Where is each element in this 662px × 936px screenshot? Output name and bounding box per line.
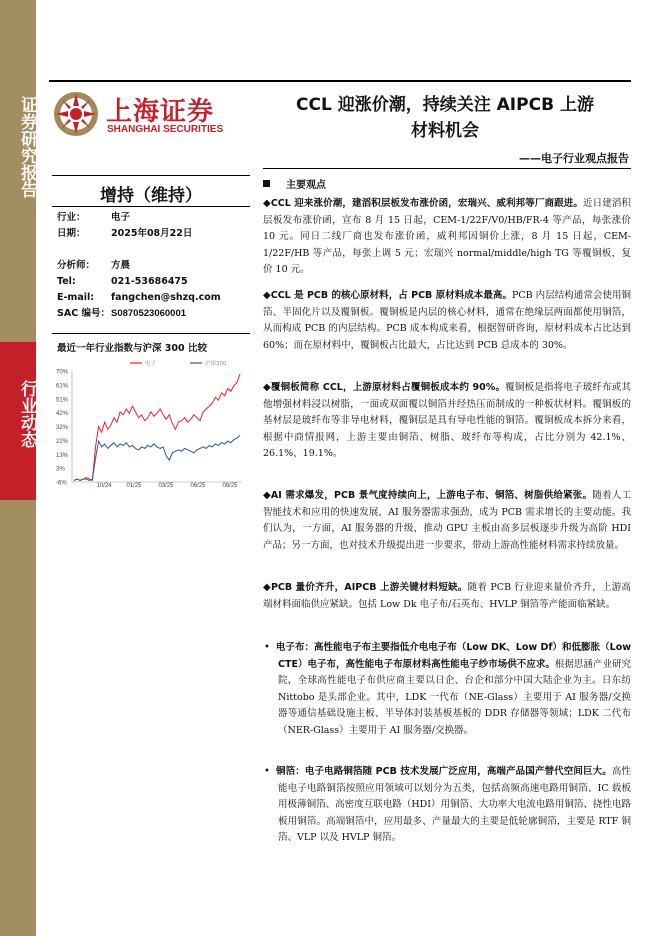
y-tick-label: 22% <box>56 438 69 445</box>
date-value: 2025年08月22日 <box>111 228 193 239</box>
bullet-1-body: 根据思涵产业研究院，全球高性能电子布供应商主要以日企、台企和部分中国大陆企业为主。日东纺 Nittobo 是头部企业。其中，LDK 一代布（NE-Glass）主要用于 AI 服务器/交换器等通信基础设施主板、半导体封装基板基板的 DDR 存储器等领域；LDK 二代布（NER-Glass）主要用于 AI 服务器/交换器。 <box>278 658 631 736</box>
point-5-heading: PCB 量价齐升，AIPCB 上游关键材料短缺。 <box>270 582 468 593</box>
legend-label: 电子 <box>145 361 157 367</box>
point-4-body: 随着人工智能技术和应用的快速发展，AI 服务器需求强劲，成为 PCB 需求增长的主要动能。我们认为，一方面，AI 服务器的升级，推动 GPU 主板由高多层板逐步升级为高阶 HDI 产品；另一方面，也对技术升级提出进一步要求，带动上游高性能材料需求持续放量。 <box>263 490 631 551</box>
date-row <box>57 227 192 241</box>
point-3-body: 覆铜板是指将电子玻纤布或其他增强材料浸以树脂，一面或双面覆以铜箔并经热压而制成的一种板状材料。覆铜板的基材层是玻纤布等非导电材料，覆铜层是具有导电性能的铜箔。覆铜板成本拆分来看，根据中商情报网，上游主要由铜箔、树脂、玻纤布等构成，占比分别为 42.1%、26.1%、19.1%。 <box>263 382 631 460</box>
rating-top-rule <box>52 175 250 176</box>
point-2-body: PCB 内层结构通常会使用铜箔、半固化片以及覆铜板。覆铜板是内层的核心材料，通常在绝缘层两面都使用铜箔，从而构成 PCB 的内层结构。PCB 成本构成来看，根据智研咨询，原材料成本占比达到 60%；而在原材料中，覆铜板占比最大，占比达到 PCB 总成本的 30%。 <box>263 290 631 351</box>
title-line-1: CCL 迎涨价潮，持续关注 AIPCB 上游 <box>296 95 594 115</box>
point-1 <box>263 196 631 279</box>
industry-label: 行业： <box>57 212 86 223</box>
diamond-bullet-icon: ◆ <box>263 290 271 301</box>
email-value[interactable]: fangchen@shzq.com <box>111 292 221 303</box>
diamond-bullet-icon: ◆ <box>263 490 271 501</box>
section-title-text: 主要观点 <box>286 180 326 191</box>
rating-bottom-rule <box>52 206 250 207</box>
title-rule <box>263 168 631 169</box>
y-tick-label: 51% <box>56 397 69 404</box>
industry-value: 电子 <box>111 212 131 223</box>
chart-top-rule <box>52 333 250 334</box>
point-4 <box>263 488 631 554</box>
point-3 <box>263 380 631 463</box>
y-tick-label: 61% <box>56 383 69 390</box>
report-type-label: 证券研究报告 <box>17 96 37 198</box>
y-tick-label: 32% <box>56 425 69 431</box>
sac-value: S0870523060001 <box>111 308 187 319</box>
series-line-沪深300 <box>74 435 240 480</box>
sac-label: SAC 编号： <box>57 308 110 319</box>
analyst-row <box>57 259 130 273</box>
point-4-heading: AI 需求爆发，PCB 景气度持续向上，上游电子布、铜箔、树脂供给紧张。 <box>270 490 593 501</box>
series-line-电子 <box>74 374 240 481</box>
company-logo <box>52 86 232 142</box>
x-tick-label: 10/24 <box>96 483 112 489</box>
dot-bullet-icon: • <box>264 766 270 777</box>
bullet-2 <box>252 764 631 847</box>
analyst-label: 分析师： <box>57 260 96 271</box>
bullet-2-heading: 铜箔：电子电路铜箔随 PCB 技术发展广泛应用，高端产品国产替代空间巨大。 <box>275 766 612 777</box>
x-tick-label: 08/25 <box>222 483 238 489</box>
bullet-1-heading: 电子布：高性能电子布主要指低介电电子布（Low DK、Low Df）和低膨胀（Low CTE）电子布，高性能电子布原材料高性能电子纱市场供不应求。 <box>275 642 631 670</box>
y-tick-label: 13% <box>56 452 69 459</box>
sac-row <box>57 307 186 321</box>
section-marker-icon <box>263 180 270 187</box>
chart-title: 最近一年行业指数与沪深 300 比较 <box>57 343 207 354</box>
email-label: E-mail: <box>57 292 95 303</box>
x-tick-label: 01/25 <box>126 483 142 489</box>
legend-label: 沪深300 <box>205 361 227 367</box>
report-subtitle: ——电子行业观点报告 <box>519 152 629 165</box>
point-1-body: 近日建滔积层板发布涨价函，宣布 8 月 15 日起，CEM-1/22F/V0/HB/FR-4 等产品，每张涨价 10 元。同日二线厂商也发布涨价函，威利邦因铜价上涨，8 月 15 日起，CEM-1/22F/HB 等产品，每张上调 5 元；宏瑞兴 normal/middle/high TG 等覆铜板，复价 10 元。 <box>263 198 631 276</box>
x-tick-label: 03/25 <box>158 483 174 489</box>
dot-bullet-icon: • <box>264 642 270 653</box>
point-5 <box>263 580 631 613</box>
y-tick-label: 70% <box>56 369 69 376</box>
top-rule <box>49 80 631 82</box>
y-tick-label: 3% <box>56 466 65 473</box>
email-row <box>57 291 221 305</box>
diamond-bullet-icon: ◆ <box>263 582 271 593</box>
industry-row <box>57 211 130 225</box>
rating: 增持（维持） <box>100 186 202 206</box>
point-5-body: 随着 PCB 行业迎来量价齐升，上游高端材料面临供应紧缺。包括 Low Dk 电子布/石英布、HVLP 铜箔等产能面临紧缺。 <box>263 582 631 610</box>
point-2-heading: CCL 是 PCB 的核心原材料，占 PCB 原材料成本最高。 <box>270 290 512 301</box>
category-label: 行业动态 <box>17 380 37 448</box>
x-tick-label: 06/25 <box>190 483 206 489</box>
y-tick-label: 42% <box>56 411 69 418</box>
logo-name-en: SHANGHAI SECURITIES <box>107 124 224 135</box>
tel-value: 021-53686475 <box>111 276 188 287</box>
point-1-heading: CCL 迎来涨价潮，建滔积层板发布涨价函，宏瑞兴、威利邦等厂商跟进。 <box>270 198 583 209</box>
point-3-heading: 覆铜板简称 CCL，上游原材料占覆铜板成本约 90%。 <box>270 382 506 393</box>
analyst-value: 方晨 <box>111 260 131 271</box>
report-title <box>260 92 630 144</box>
date-label: 日期： <box>57 228 86 239</box>
diamond-bullet-icon: ◆ <box>263 382 271 393</box>
bullet-2-body: 高性能电子电路铜箔按照应用领域可以划分为五类，包括高频高速电路用铜箔、IC 载板用极薄铜箔、高密度互联电路（HDI）用铜箔、大功率大电流电路用铜箔、挠性电路板用铜箔。高端铜箔中，应用最多、产量最大的主要是低轮廓铜箔，主要是 RTF 铜箔、VLP 以及 HVLP 铜箔。 <box>278 766 631 844</box>
bullet-1 <box>252 640 631 740</box>
logo-name-cn: 上海证券 <box>106 97 215 127</box>
section-title <box>263 176 326 191</box>
index-comparison-chart <box>52 357 248 489</box>
title-line-2: 材料机会 <box>411 121 479 141</box>
tel-row <box>57 275 188 289</box>
tel-label: Tel: <box>57 276 76 287</box>
point-2 <box>263 288 631 354</box>
diamond-bullet-icon: ◆ <box>263 198 271 209</box>
y-tick-label: -6% <box>56 480 67 487</box>
logo-emblem-icon <box>52 90 100 138</box>
